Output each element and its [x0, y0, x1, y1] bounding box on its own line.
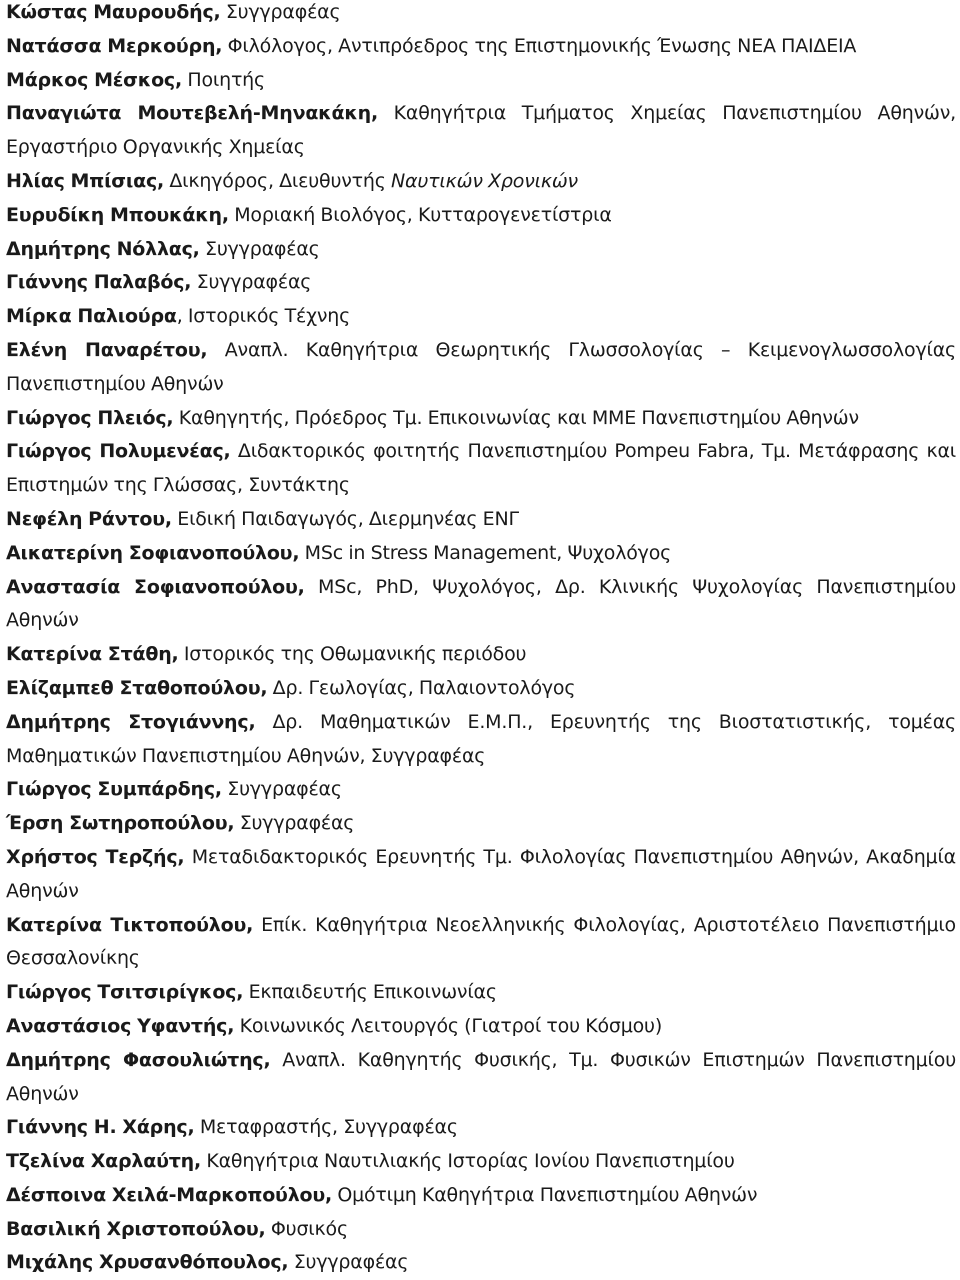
- person-name: Έρση Σωτηροπούλου,: [6, 812, 235, 835]
- person-name: Δημήτρης Στογιάννης,: [6, 710, 256, 733]
- person-role: Αναπλ. Καθηγητής Φυσικής, Τμ. Φυσικών Επιστημών Πανεπιστημίου Αθηνών: [6, 1048, 956, 1105]
- person-name: Νατάσσα Μερκούρη,: [6, 34, 223, 57]
- person-name: Αναστασία Σοφιανοπούλου,: [6, 575, 305, 598]
- person-name: Ευρυδίκη Μπουκάκη,: [6, 203, 229, 226]
- person-role: Αναπλ. Καθηγήτρια Θεωρητικής Γλωσσολογίας – Κειμενογλωσσολογίας Πανεπιστημίου Αθηνών: [6, 338, 956, 395]
- list-item: [6, 402, 956, 436]
- list-item: [6, 807, 956, 841]
- person-role: Καθηγήτρια Τμήματος Χημείας Πανεπιστημίου Αθηνών, Εργαστήριο Οργανικής Χημείας: [6, 102, 956, 159]
- list-item: [6, 300, 956, 334]
- person-name: Γιώργος Πολυμενέας,: [6, 440, 231, 463]
- person-role: Δρ. Γεωλογίας, Παλαιοντολόγος: [267, 676, 576, 699]
- person-role: Συγγραφέας: [220, 1, 341, 23]
- person-role: Συγγραφέας: [191, 271, 312, 294]
- list-item: [6, 537, 956, 571]
- person-role: Επίκ. Καθηγήτρια Νεοελληνικής Φιλολογίας, Αριστοτέλειο Πανεπιστήμιο Θεσσαλονίκης: [6, 913, 956, 970]
- list-item: [6, 1010, 956, 1044]
- person-name: Δέσποινα Χειλά-Μαρκοπούλου,: [6, 1183, 333, 1206]
- list-item: [6, 30, 956, 64]
- person-role: Συγγραφέας: [199, 237, 320, 260]
- person-name: Γιώργος Συμπάρδης,: [6, 778, 222, 801]
- person-role: Διδακτορικός φοιτητής Πανεπιστημίου Pompeu Fabra, Τμ. Μετάφρασης και Επιστημών της Γλώσσας, Συντάκτης: [6, 440, 956, 497]
- person-name: Μιχάλης Χρυσανθόπουλος,: [6, 1251, 289, 1274]
- person-role: Μεταφραστής, Συγγραφέας: [194, 1116, 458, 1139]
- list-item: [6, 266, 956, 300]
- person-role: Συγγραφέας: [234, 812, 355, 835]
- person-role: Κοινωνικός Λειτουργός (Γιατροί του Κόσμου): [234, 1014, 663, 1037]
- person-name: Γιάννης Η. Χάρης,: [6, 1116, 195, 1139]
- person-role: [164, 170, 578, 192]
- list-item: [6, 64, 956, 98]
- person-role: Συγγραφέας: [221, 778, 342, 801]
- list-item: [6, 638, 956, 672]
- list-item: [6, 1179, 956, 1213]
- list-item: [6, 706, 956, 774]
- person-name: Ελένη Παναρέτου,: [6, 338, 208, 361]
- list-item: [6, 97, 956, 165]
- person-role: Φυσικός: [265, 1217, 348, 1240]
- person-role: Συγγραφέας: [288, 1251, 409, 1274]
- list-item: [6, 503, 956, 537]
- person-name: Τζελίνα Χαρλαύτη,: [6, 1150, 201, 1173]
- list-item: [6, 1246, 956, 1280]
- person-role: Ιστορικός της Οθωμανικής περιόδου: [178, 643, 527, 666]
- person-role: Δρ. Μαθηματικών Ε.Μ.Π., Ερευνητής της Βιοστατιστικής, τομέας Μαθηματικών Πανεπιστημίου Αθηνών, Συγγραφέας: [6, 710, 956, 767]
- person-role: Καθηγήτρια Ναυτιλιακής Ιστορίας Ιονίου Πανεπιστημίου: [200, 1150, 735, 1173]
- list-item: [6, 1213, 956, 1247]
- publication-title: Ναυτικών Χρονικών: [391, 169, 578, 192]
- list-item: [6, 773, 956, 807]
- person-role: Ποιητής: [182, 68, 265, 91]
- person-role: Μεταδιδακτορικός Ερευνητής Τμ. Φιλολογίας Πανεπιστημίου Αθηνών, Ακαδημία Αθηνών: [6, 845, 957, 902]
- person-name: Γιώργος Πλειός,: [6, 406, 174, 429]
- person-name: Κατερίνα Στάθη,: [6, 643, 179, 666]
- list-item: [6, 1111, 956, 1145]
- person-role: Ομότιμη Καθηγήτρια Πανεπιστημίου Αθηνών: [332, 1183, 758, 1206]
- list-item: [6, 165, 956, 199]
- person-name: Νεφέλη Ράντου,: [6, 507, 172, 530]
- person-name: Γιώργος Τσιτσιρίγκος,: [6, 981, 244, 1004]
- person-name: Ελίζαμπεθ Σταθοπούλου,: [6, 676, 268, 699]
- person-role: Καθηγητής, Πρόεδρος Τμ. Επικοινωνίας και ΜΜΕ Πανεπιστημίου Αθηνών: [173, 406, 859, 429]
- person-name: Ηλίας Μπίσιας,: [6, 169, 165, 192]
- person-name: Μίρκα Παλιούρα: [6, 305, 177, 328]
- person-role: Ειδική Παιδαγωγός, Διερμηνέας ΕΝΓ: [171, 507, 519, 530]
- list-item: [6, 571, 956, 639]
- person-name: Μάρκος Μέσκος,: [6, 68, 183, 91]
- person-name: Κώστας Μαυρουδής,: [6, 1, 221, 23]
- person-name: Αναστάσιος Υφαντής,: [6, 1014, 235, 1037]
- list-item: [6, 1145, 956, 1179]
- person-name: Δημήτρης Φασουλιώτης,: [6, 1048, 271, 1071]
- person-role: MSc, PhD, Ψυχολόγος, Δρ. Κλινικής Ψυχολογίας Πανεπιστημίου Αθηνών: [6, 575, 956, 632]
- list-item: [6, 0, 956, 30]
- list-item: [6, 976, 956, 1010]
- list-item: [6, 841, 956, 909]
- list-item: [6, 233, 956, 267]
- person-name: Γιάννης Παλαβός,: [6, 271, 192, 294]
- contributors-list: [6, 0, 956, 1280]
- list-item: [6, 199, 956, 233]
- list-item: [6, 435, 956, 503]
- person-role: , Ιστορικός Τέχνης: [176, 305, 351, 328]
- person-name: Δημήτρης Νόλλας,: [6, 237, 200, 260]
- list-item: [6, 909, 956, 977]
- person-name: Αικατερίνη Σοφιανοπούλου,: [6, 541, 300, 564]
- person-role: MSc in Stress Management, Ψυχολόγος: [299, 541, 672, 564]
- person-role: Φιλόλογος, Αντιπρόεδρος της Επιστημονικής Ένωσης ΝΕΑ ΠΑΙΔΕΙΑ: [222, 34, 857, 57]
- person-name: Παναγιώτα Μουτεβελή-Μηνακάκη,: [6, 102, 378, 125]
- person-name: Κατερίνα Τικτοπούλου,: [6, 913, 254, 936]
- person-role: Εκπαιδευτής Επικοινωνίας: [243, 981, 497, 1004]
- list-item: [6, 1044, 956, 1112]
- person-role-text: Δικηγόρος, Διευθυντής: [164, 169, 392, 192]
- list-item: [6, 672, 956, 706]
- person-role: Μοριακή Βιολόγος, Κυτταρογενετίστρια: [228, 203, 612, 226]
- person-name: Βασιλική Χριστοπούλου,: [6, 1217, 266, 1240]
- list-item: [6, 334, 956, 402]
- person-name: Χρήστος Τερζής,: [6, 845, 185, 868]
